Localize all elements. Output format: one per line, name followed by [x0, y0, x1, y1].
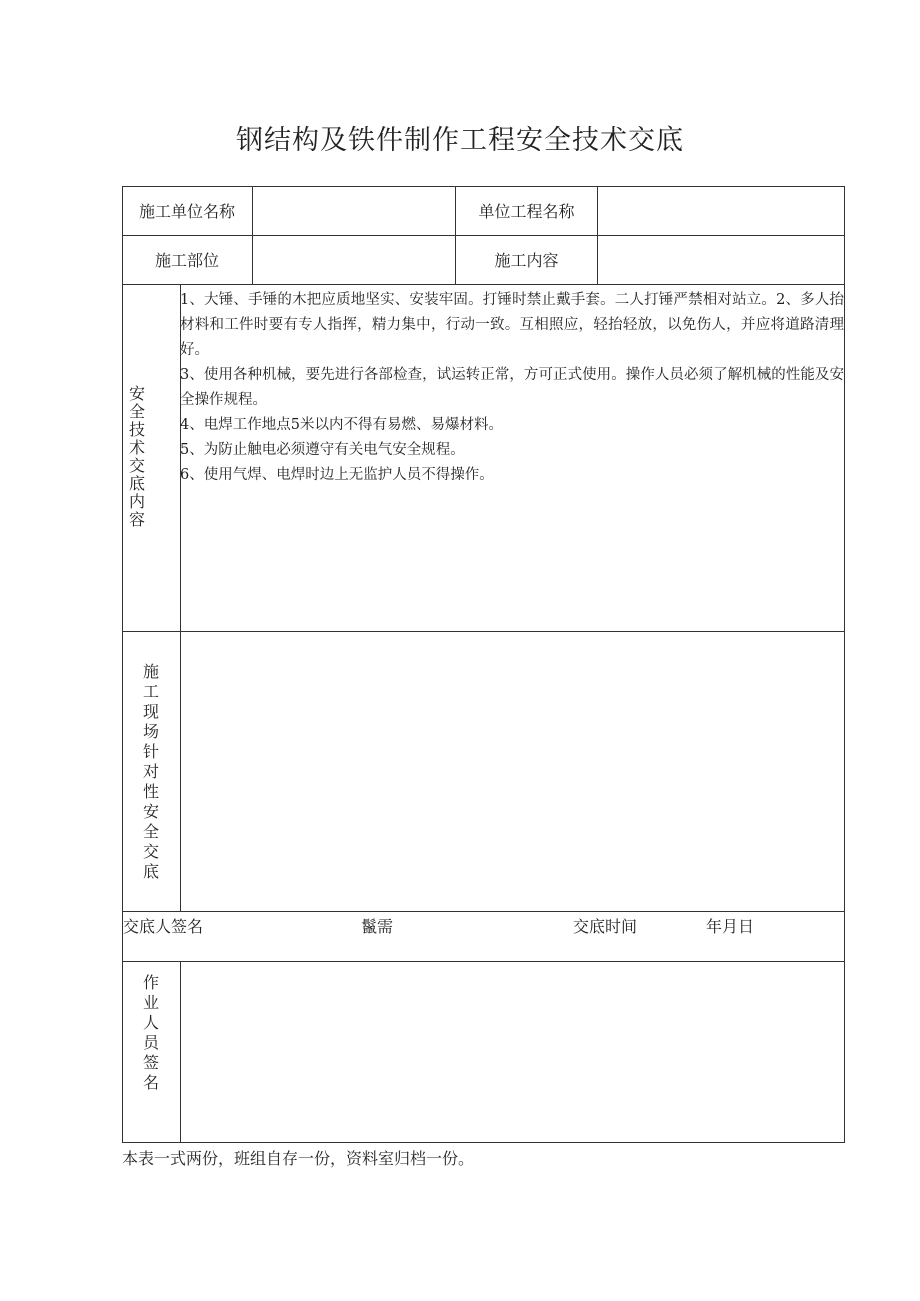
- vertical-label-char: 安: [142, 802, 159, 821]
- vertical-label-char: 全: [128, 401, 145, 421]
- footer-note: 本表一式两份，班组自存一份，资料室归档一份。: [122, 1149, 475, 1168]
- vertical-label-char: 人: [142, 1013, 159, 1032]
- site-specific-content[interactable]: [181, 632, 845, 911]
- vertical-label-char: 名: [142, 1073, 159, 1092]
- safety-content-label: [122, 384, 152, 529]
- vertical-label-char: 现: [142, 702, 159, 721]
- project-name-label: 单位工程名称: [478, 202, 575, 221]
- vertical-label-char: 底: [142, 862, 159, 881]
- vertical-label-char: 场: [142, 722, 159, 741]
- disclosure-date-label: 年月日: [706, 917, 755, 936]
- vertical-label-char: 内: [128, 491, 145, 511]
- worker-signature-label: [136, 973, 166, 1092]
- vertical-label-char: 对: [142, 762, 159, 781]
- vertical-label-char: 交: [142, 842, 159, 861]
- vertical-label-char: 作: [142, 973, 159, 992]
- vertical-label-char: 术: [128, 437, 145, 457]
- receiver-label: 鬣需: [361, 917, 394, 936]
- safety-item: 1、大锤、手锤的木把应质地坚实、安装牢固。打锤时禁止戴手套。二人打锤严禁相对站立。2、多人抬材料和工件时要有专人指挥，精力集中，行动一致。互相照应，轻抬轻放，以免伤人，并应将道路清理好。: [180, 292, 844, 358]
- unit-name-label: 施工单位名称: [138, 202, 235, 221]
- row-divider: [122, 284, 845, 285]
- safety-item: 6、使用气焊、电焊时边上无监护人员不得操作。: [180, 467, 494, 483]
- vertical-label-char: 交: [128, 455, 145, 475]
- construction-part-value[interactable]: [253, 235, 455, 284]
- vertical-label-char: 安: [128, 383, 145, 403]
- safety-content-text: [180, 288, 844, 488]
- vertical-label-char: 员: [142, 1033, 159, 1052]
- site-specific-label: [136, 662, 166, 881]
- project-name-value[interactable]: [598, 186, 845, 235]
- safety-item: 4、电焊工作地点5米以内不得有易燃、易爆材料。: [180, 417, 503, 433]
- construction-part-label: 施工部位: [154, 251, 219, 270]
- vertical-label-char: 施: [142, 662, 159, 681]
- safety-item: 3、使用各种机械，要先进行各部检查，试运转正常，方可正式使用。操作人员必须了解机械的性能及安全操作规程。: [180, 367, 844, 408]
- safety-item: 5、为防止触电必须遵守有关电气安全规程。: [180, 442, 465, 458]
- row-divider: [122, 911, 845, 912]
- vertical-label-char: 工: [142, 682, 159, 701]
- construction-content-value[interactable]: [598, 235, 845, 284]
- document-title: 钢结构及铁件制作工程安全技术交底: [236, 125, 684, 156]
- unit-name-value[interactable]: [253, 186, 455, 235]
- vertical-label-char: 底: [128, 473, 145, 493]
- vertical-label-char: 全: [142, 822, 159, 841]
- disclosure-time-label: 交底时间: [573, 917, 638, 936]
- discloser-signature-label: 交底人签名: [123, 917, 204, 936]
- vertical-label-char: 性: [142, 782, 159, 801]
- vertical-label-char: 签: [142, 1053, 159, 1072]
- worker-signature-area[interactable]: [181, 962, 845, 1143]
- construction-content-label: 施工内容: [494, 251, 559, 270]
- vertical-label-char: 技: [128, 419, 145, 439]
- vertical-label-char: 业: [142, 993, 159, 1012]
- vertical-label-char: 容: [128, 509, 145, 529]
- vertical-label-char: 针: [142, 742, 159, 761]
